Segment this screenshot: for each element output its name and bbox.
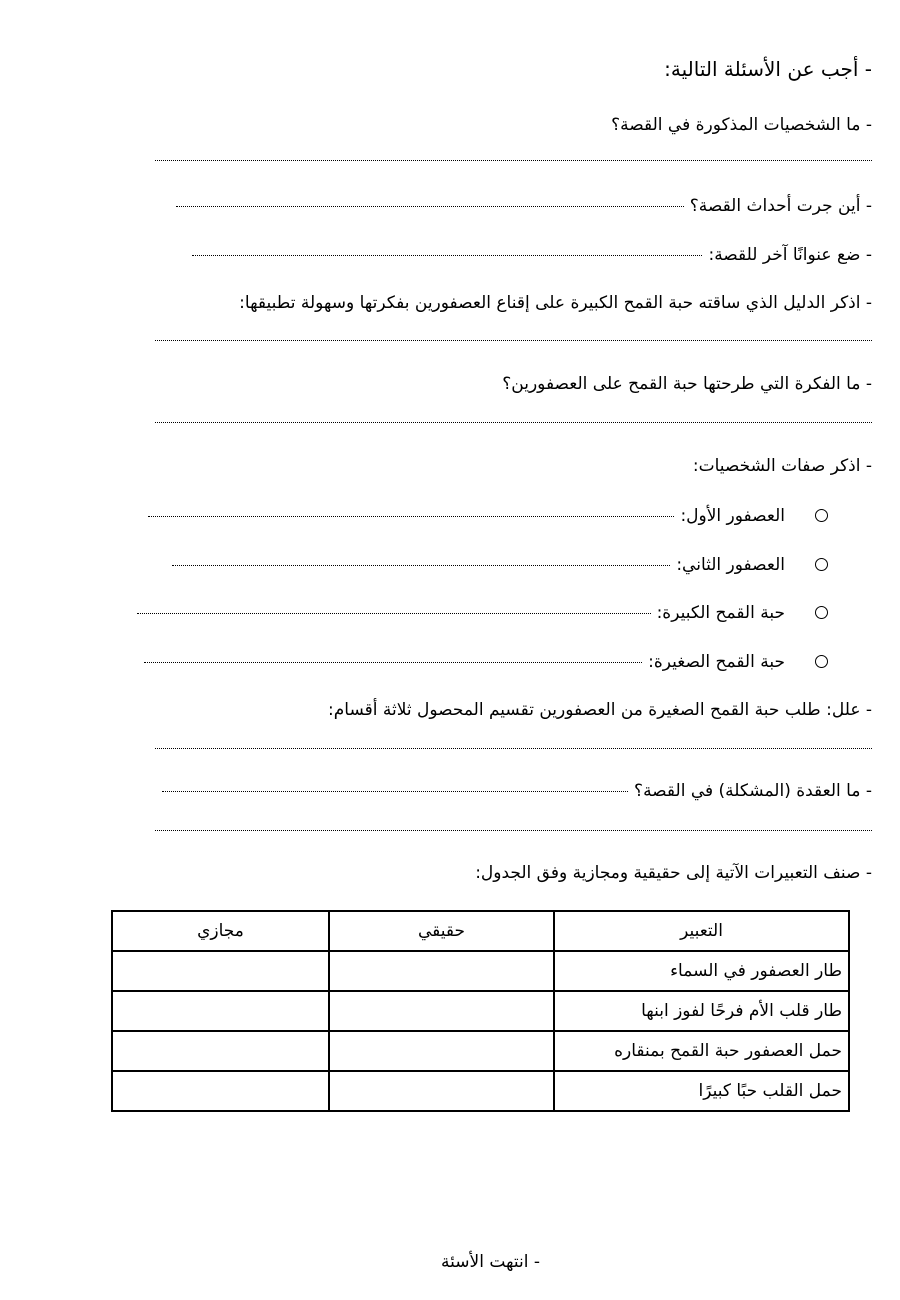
literal-cell[interactable] xyxy=(329,1071,554,1111)
circle-bullet-icon xyxy=(815,655,828,668)
question-evidence: - اذكر الدليل الذي ساقته حبة القمح الكبيرة على إقناع العصفورين بفكرتها وسهولة تطبيقها: xyxy=(239,293,872,313)
end-note: - انتهت الأسئة xyxy=(441,1252,540,1272)
answer-line[interactable] xyxy=(148,516,674,517)
answer-line[interactable] xyxy=(155,422,872,423)
circle-bullet-icon xyxy=(815,606,828,619)
table-header-row xyxy=(112,911,849,951)
question-characters: - ما الشخصيات المذكورة في القصة؟ xyxy=(611,115,872,135)
question-conflict xyxy=(162,780,872,802)
answer-line[interactable] xyxy=(144,662,642,663)
answer-line[interactable] xyxy=(155,160,872,161)
question-place xyxy=(176,195,872,217)
answer-line[interactable] xyxy=(155,340,872,341)
table-row xyxy=(112,1031,849,1071)
figurative-cell[interactable] xyxy=(112,1071,329,1111)
trait-item xyxy=(172,554,828,576)
circle-bullet-icon xyxy=(815,558,828,571)
trait-item xyxy=(144,651,828,673)
circle-bullet-icon xyxy=(815,509,828,522)
figurative-cell[interactable] xyxy=(112,1031,329,1071)
question-text: - أين جرت أحداث القصة؟ xyxy=(689,196,872,216)
question-idea: - ما الفكرة التي طرحتها حبة القمح على العصفورين؟ xyxy=(502,374,872,394)
answer-line[interactable] xyxy=(172,565,670,566)
trait-label: العصفور الأول: xyxy=(680,506,785,526)
literal-cell[interactable] xyxy=(329,951,554,991)
expression-cell: طار قلب الأم فرحًا لفوز ابنها xyxy=(554,991,849,1031)
answer-line[interactable] xyxy=(162,791,628,792)
expression-cell: طار العصفور في السماء xyxy=(554,951,849,991)
table-row xyxy=(112,1071,849,1111)
answer-line[interactable] xyxy=(192,255,702,256)
answer-line[interactable] xyxy=(155,748,872,749)
question-text: - ما العقدة (المشكلة) في القصة؟ xyxy=(634,781,872,801)
expression-cell: حمل القلب حبًا كبيرًا xyxy=(554,1071,849,1111)
trait-label: حبة القمح الصغيرة: xyxy=(648,652,785,672)
classification-table xyxy=(111,910,850,1112)
header-expression: التعبير xyxy=(554,911,849,951)
question-traits: - اذكر صفات الشخصيات: xyxy=(692,456,872,476)
figurative-cell[interactable] xyxy=(112,951,329,991)
question-classify: - صنف التعبيرات الآتية إلى حقيقية ومجازية وفق الجدول: xyxy=(475,863,872,883)
question-reason: - علل: طلب حبة القمح الصغيرة من العصفورين تقسيم المحصول ثلاثة أقسام: xyxy=(328,700,872,720)
answer-line[interactable] xyxy=(176,206,684,207)
literal-cell[interactable] xyxy=(329,1031,554,1071)
answer-line[interactable] xyxy=(155,830,872,831)
trait-item xyxy=(148,505,828,527)
figurative-cell[interactable] xyxy=(112,991,329,1031)
question-title xyxy=(192,244,872,266)
trait-item xyxy=(137,602,828,624)
header-figurative: مجازي xyxy=(112,911,329,951)
literal-cell[interactable] xyxy=(329,991,554,1031)
table-row xyxy=(112,991,849,1031)
table-row xyxy=(112,951,849,991)
instructions-heading: - أجب عن الأسئلة التالية: xyxy=(664,57,872,81)
trait-label: حبة القمح الكبيرة: xyxy=(656,603,785,623)
header-literal: حقيقي xyxy=(329,911,554,951)
trait-label: العصفور الثاني: xyxy=(676,555,785,575)
expression-cell: حمل العصفور حبة القمح بمنقاره xyxy=(554,1031,849,1071)
answer-line[interactable] xyxy=(137,613,651,614)
question-text: - ضع عنوانًا آخر للقصة: xyxy=(708,245,872,265)
